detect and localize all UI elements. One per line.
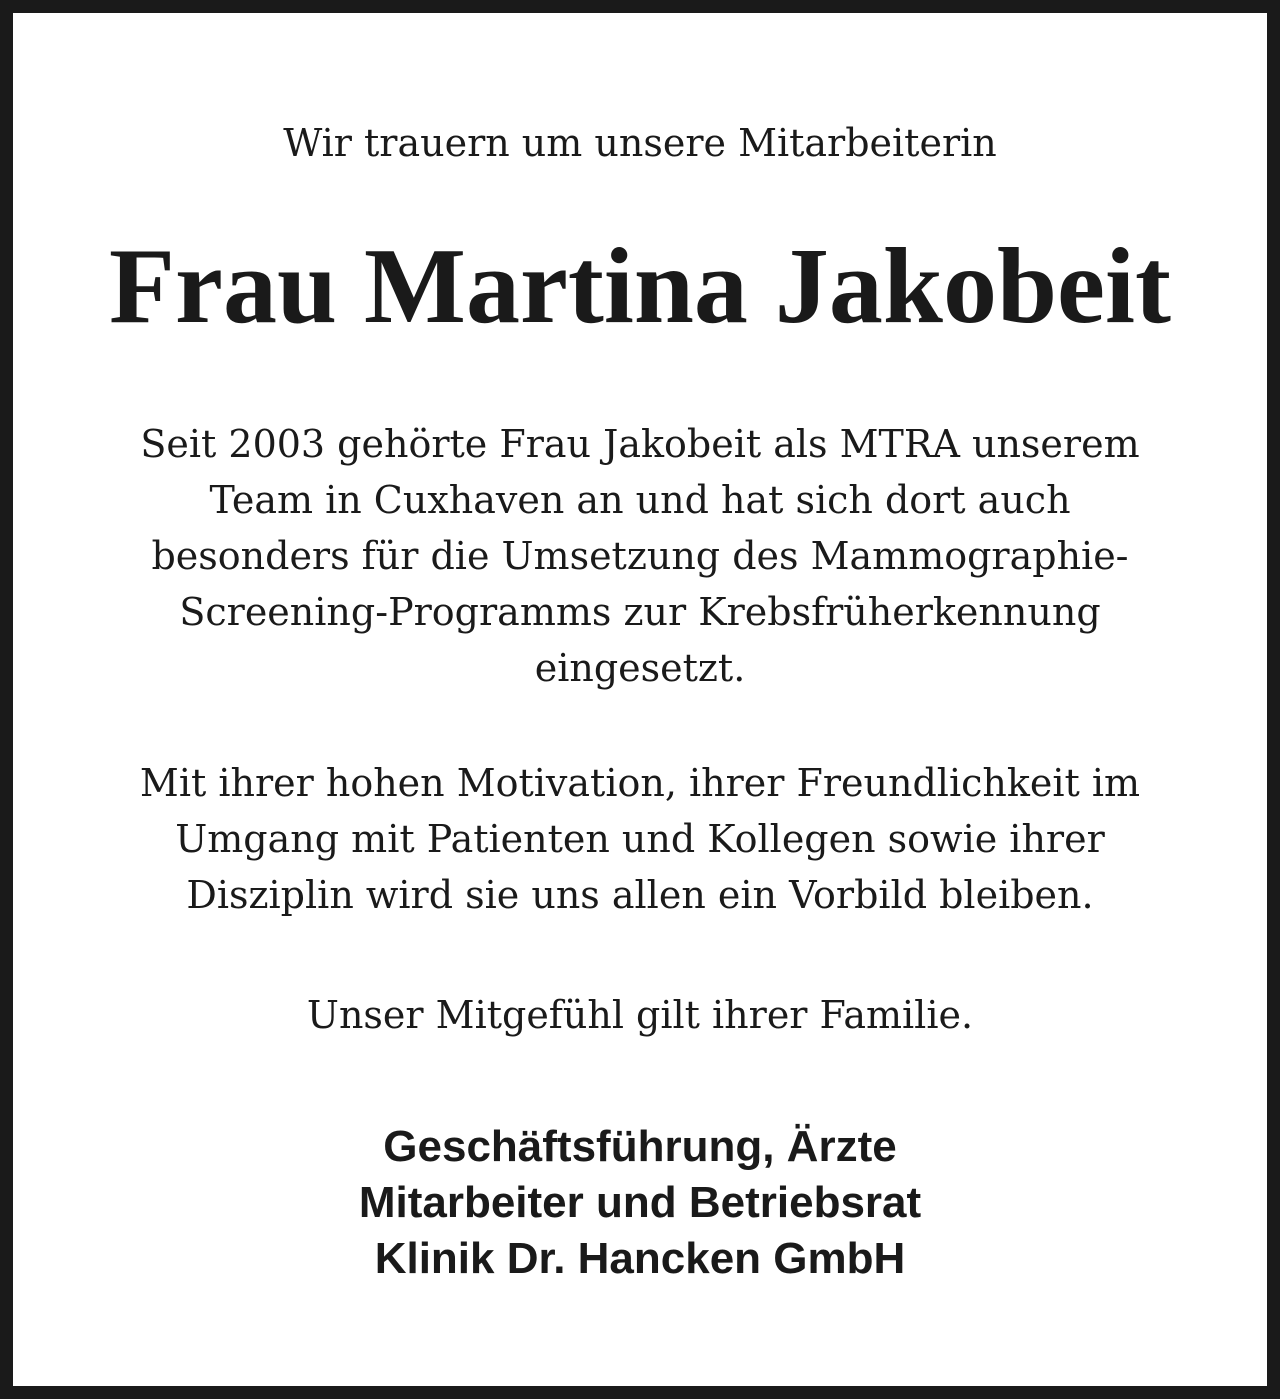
condolence-text: Unser Mitgefühl gilt ihrer Familie. <box>306 993 974 1037</box>
tribute-paragraph-1 <box>13 416 1267 696</box>
paragraph-line: besonders für die Umsetzung des Mammographie- <box>151 534 1129 578</box>
paragraph-line: Mit ihrer hohen Motivation, ihrer Freundlichkeit im <box>139 761 1141 805</box>
paragraph-line: Seit 2003 gehörte Frau Jakobeit als MTRA unserem <box>140 422 1140 466</box>
paragraph-line: Screening-Programms zur Krebsfrüherkennung <box>179 590 1101 634</box>
signature-block <box>13 1119 1267 1287</box>
paragraph-line: Team in Cuxhaven an und hat sich dort auch <box>209 478 1071 522</box>
signature-line: Klinik Dr. Hancken GmbH <box>374 1234 906 1283</box>
signature-line: Mitarbeiter und Betriebsrat <box>358 1178 922 1227</box>
paragraph-line: Umgang mit Patienten und Kollegen sowie ihrer <box>175 817 1105 861</box>
paragraph-line: eingesetzt. <box>534 646 746 690</box>
tribute-paragraph-2 <box>13 755 1267 923</box>
signature-line: Geschäftsführung, Ärzte <box>383 1122 897 1171</box>
deceased-name: Frau Martina Jakobeit <box>109 227 1171 346</box>
intro-text: Wir trauern um unsere Mitarbeiterin <box>283 121 997 165</box>
paragraph-line: Disziplin wird sie uns allen ein Vorbild bleiben. <box>186 873 1094 917</box>
